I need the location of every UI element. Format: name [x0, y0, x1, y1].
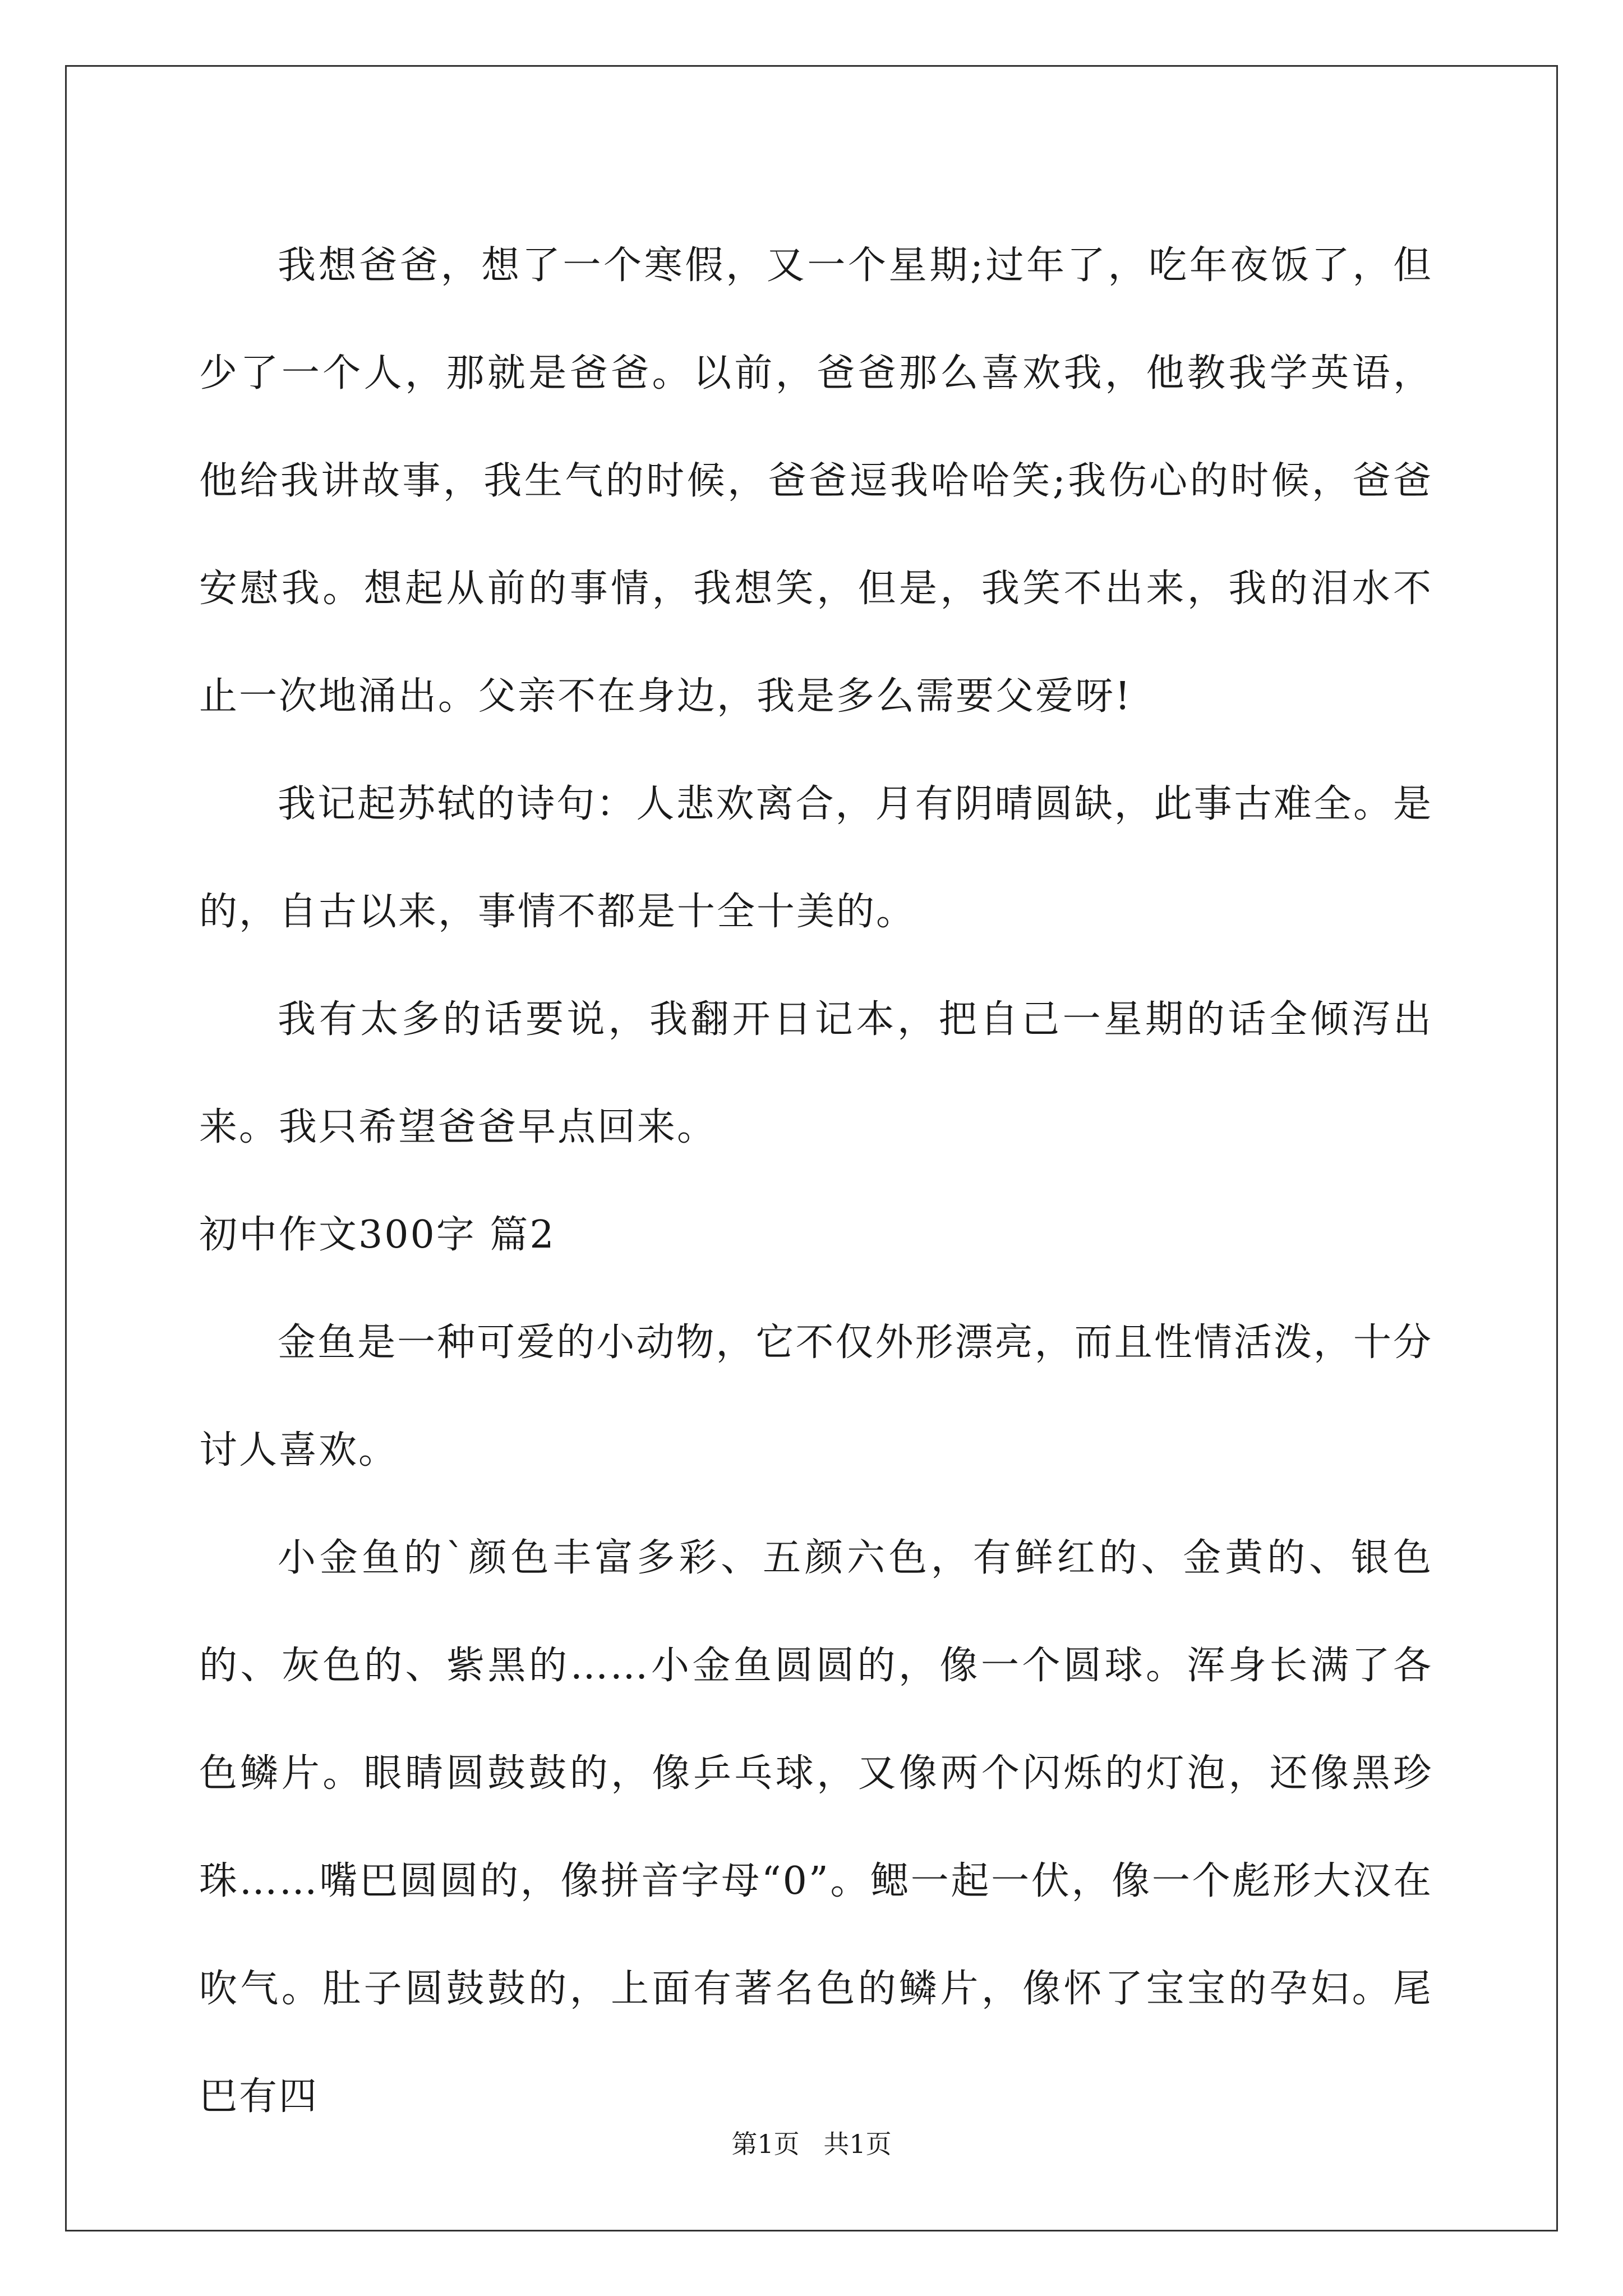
- paragraph-diary: 我有太多的话要说，我翻开日记本，把自己一星期的话全倾泻出来。我只希望爸爸早点回来。: [199, 997, 1433, 1149]
- paragraph-missing-father: 我想爸爸，想了一个寒假，又一个星期;过年了，吃年夜饭了，但少了一个人，那就是爸爸。以前，爸爸那么喜欢我，他教我学英语，他给我讲故事，我生气的时候，爸爸逗我哈哈笑;我伤心的时候，爸爸安慰我。想起从前的事情，我想笑，但是，我笑不出来，我的泪水不止一次地涌出。父亲不在身边，我是多么需要父爱呀!: [199, 243, 1433, 719]
- paragraph-goldfish-intro: 金鱼是一种可爱的小动物，它不仅外形漂亮，而且性情活泼，十分讨人喜欢。: [199, 1320, 1433, 1473]
- document-body: [199, 212, 1433, 2151]
- page-number-total: 共1页: [823, 2129, 892, 2159]
- paragraph-goldfish-description: 小金鱼的`颜色丰富多彩、五颜六色，有鲜红的、金黄的、银色的、灰色的、紫黑的……小金鱼圆圆的，像一个圆球。浑身长满了各色鳞片。眼睛圆鼓鼓的，像乒乓球，又像两个闪烁的灯泡，还像黑珍珠……嘴巴圆圆的，像拼音字母“0”。鳃一起一伏，像一个彪形大汉在吹气。肚子圆鼓鼓的，上面有著名色的鳞片，像怀了宝宝的孕妇。尾巴有四: [199, 1536, 1433, 2119]
- page-number-current: 第1页: [731, 2129, 800, 2159]
- section-heading: 初中作文300字 篇2: [199, 1213, 556, 1257]
- paragraph-su-shi-poem: 我记起苏轼的诗句：人悲欢离合，月有阴晴圆缺，此事古难全。是的，自古以来，事情不都是十全十美的。: [199, 782, 1433, 934]
- page-footer: [0, 2127, 1623, 2161]
